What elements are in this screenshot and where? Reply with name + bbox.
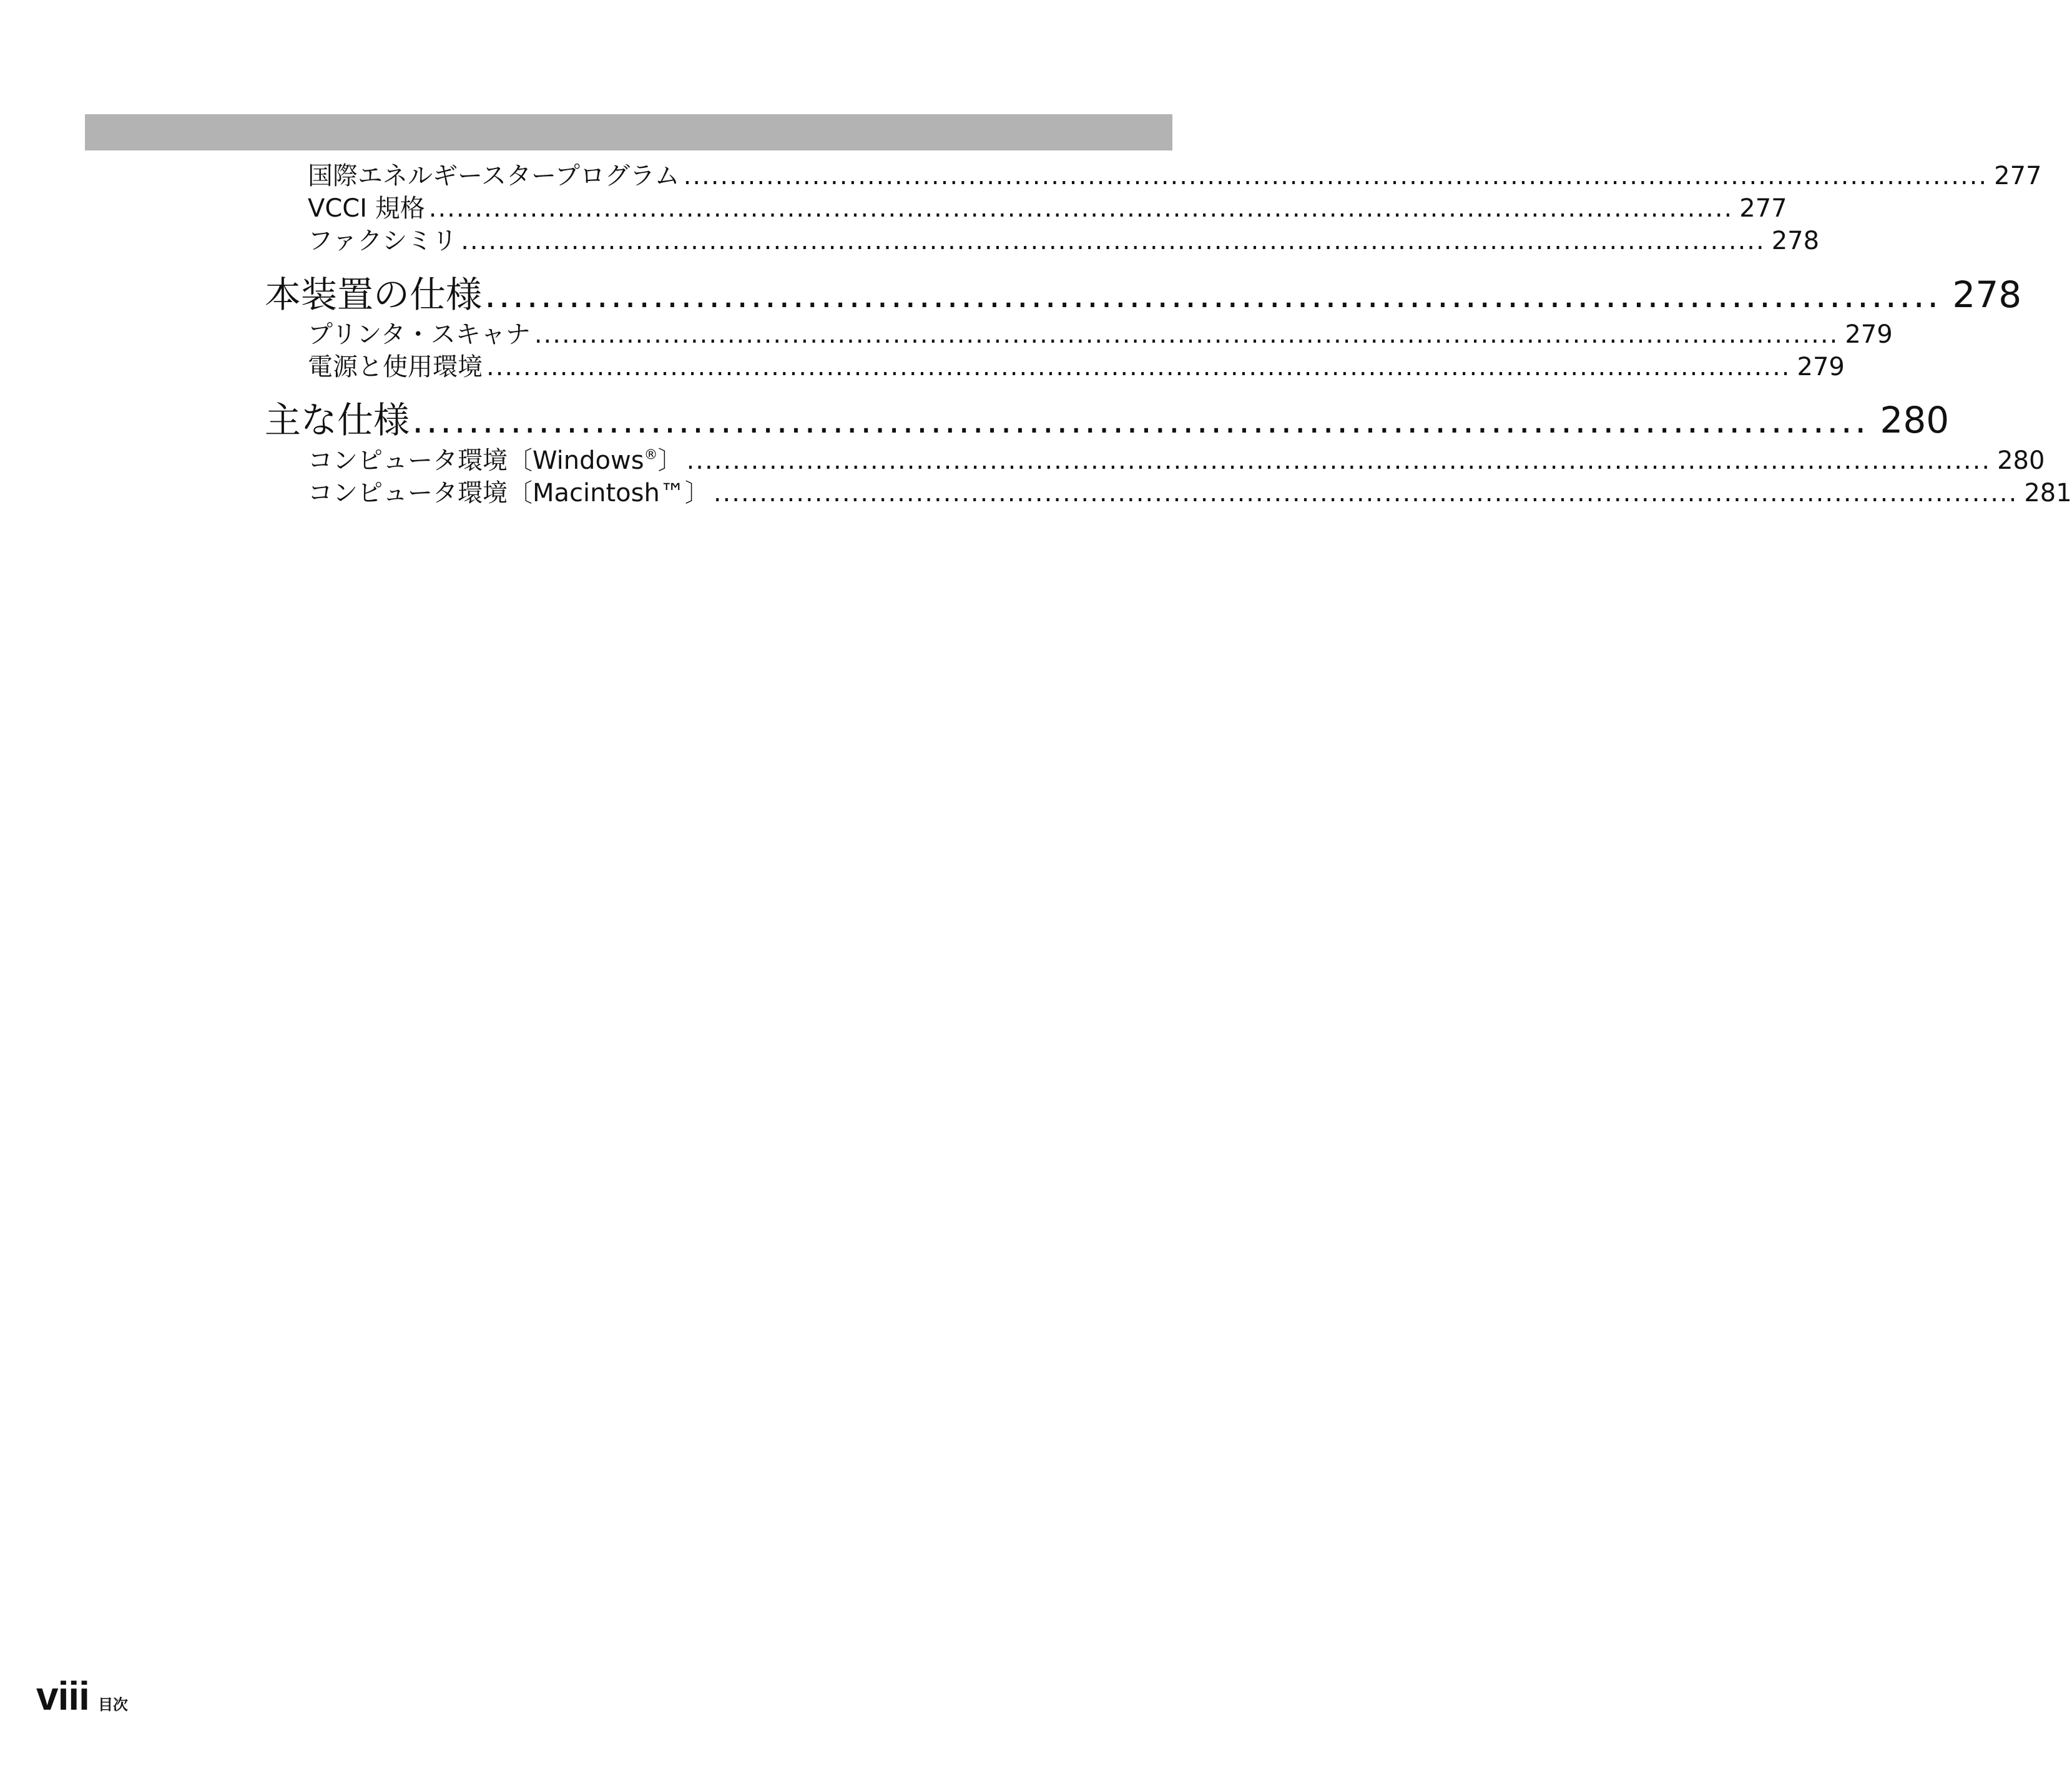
toc-entry[interactable] [308, 318, 1893, 351]
toc-entry-label-text: コンピュータ環境〔Windows [308, 446, 644, 475]
toc-section-label: 本装置の仕様 [265, 273, 483, 316]
toc-entry-label: 電源と使用環境 [308, 353, 483, 381]
toc-entry[interactable] [308, 225, 1820, 257]
toc-entry-page: 279 [1797, 353, 1845, 381]
toc-entry-label: コンピュータ環境〔Macintosh™〕 [308, 479, 710, 507]
toc-entry-page: 279 [1845, 320, 1893, 349]
section-name: 目次 [97, 1696, 128, 1713]
toc-section-entry[interactable] [265, 397, 1950, 443]
toc-section-entry[interactable] [265, 272, 2022, 318]
dot-leader: .............................................................................................................................................. [486, 353, 1791, 381]
toc-entry[interactable] [308, 477, 2072, 509]
toc-entry-page: 277 [1994, 162, 2042, 190]
dot-leader: .............................................................................................................................................. [428, 194, 1734, 223]
toc-entry-page: 281 [2024, 479, 2072, 507]
toc-entry-label: ファクシミリ [308, 227, 458, 255]
toc-section-page: 278 [1952, 273, 2022, 316]
header-bar [85, 114, 1172, 150]
dot-leader: ........................................................................................................ [412, 399, 1869, 441]
toc-entry-page: 277 [1739, 194, 1787, 223]
toc-entry[interactable] [308, 444, 2045, 477]
toc-entry-page: 280 [1997, 446, 2045, 475]
page-footer [36, 1673, 128, 1719]
toc-entry-label: VCCI 規格 [308, 194, 425, 223]
toc-entry-label: プリンタ・スキャナ [308, 320, 531, 349]
toc-entry[interactable] [308, 192, 1787, 225]
toc-entry-label [308, 444, 683, 477]
toc-entry-label-close: 〕 [657, 446, 683, 475]
toc-entry[interactable] [308, 160, 2042, 192]
dot-leader: .............................................................................................................................................. [713, 479, 2018, 507]
toc-section-label: 主な仕様 [265, 399, 410, 441]
toc-entry[interactable] [308, 351, 1845, 383]
dot-leader: .............................................................................................................................................. [461, 227, 1765, 255]
dot-leader: .............................................................................................................................................. [686, 446, 1991, 475]
dot-leader: .............................................................................................................................................. [683, 162, 1988, 190]
dot-leader: ........................................................................................................ [484, 273, 1942, 316]
dot-leader: .............................................................................................................................................. [534, 320, 1839, 349]
toc-entry-page: 278 [1771, 227, 1820, 255]
toc-section-page: 280 [1880, 399, 1950, 441]
toc-entry-label: 国際エネルギースタープログラム [308, 162, 680, 190]
registered-mark: ® [644, 447, 658, 463]
page-number: viii [36, 1673, 89, 1718]
